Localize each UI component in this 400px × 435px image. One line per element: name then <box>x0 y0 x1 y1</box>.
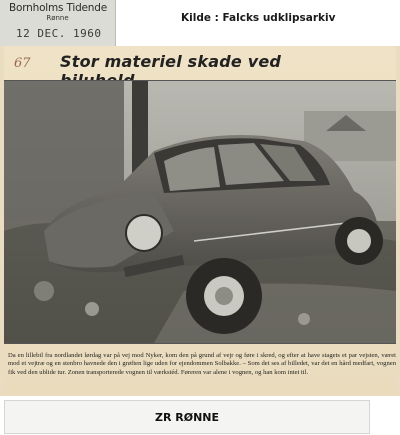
newspaper-town: Rønne <box>46 14 69 22</box>
headline: Stor materiel skade ved <box>60 52 282 71</box>
stamp-date: 12 DEC. 1960 <box>16 27 102 40</box>
newspaper-name: Bornholms Tidende <box>9 2 107 14</box>
crashed-car-photo <box>4 80 396 344</box>
newspaper-stamp <box>0 0 116 47</box>
source-label: Kilde : Falcks udklipsarkiv <box>181 12 336 24</box>
archive-label <box>4 400 370 434</box>
handwritten-number: 67 <box>14 56 31 71</box>
photo-caption: Da en lillebil fra nordlandet lørdag var på vej mod Nyker, kom den på grund af vejr og føre i skred, og efter at have stagets et par vejsten, været mod et vejtræ og en stenbro havnede den i grøften lige uden for ejendommen Solbakke. – Som det ses af billedet, var det en hård medfart, vognen fik ved den ublide tur. Zonen transporterede vognen til værkstéd. Føreren var alene i vognen, og han kom intet til. <box>8 352 396 376</box>
archive-label-text: ZR RØNNE <box>154 411 220 424</box>
photo-illustration <box>4 81 396 343</box>
newspaper-clipping <box>0 46 400 396</box>
clipping-paper <box>4 46 396 396</box>
